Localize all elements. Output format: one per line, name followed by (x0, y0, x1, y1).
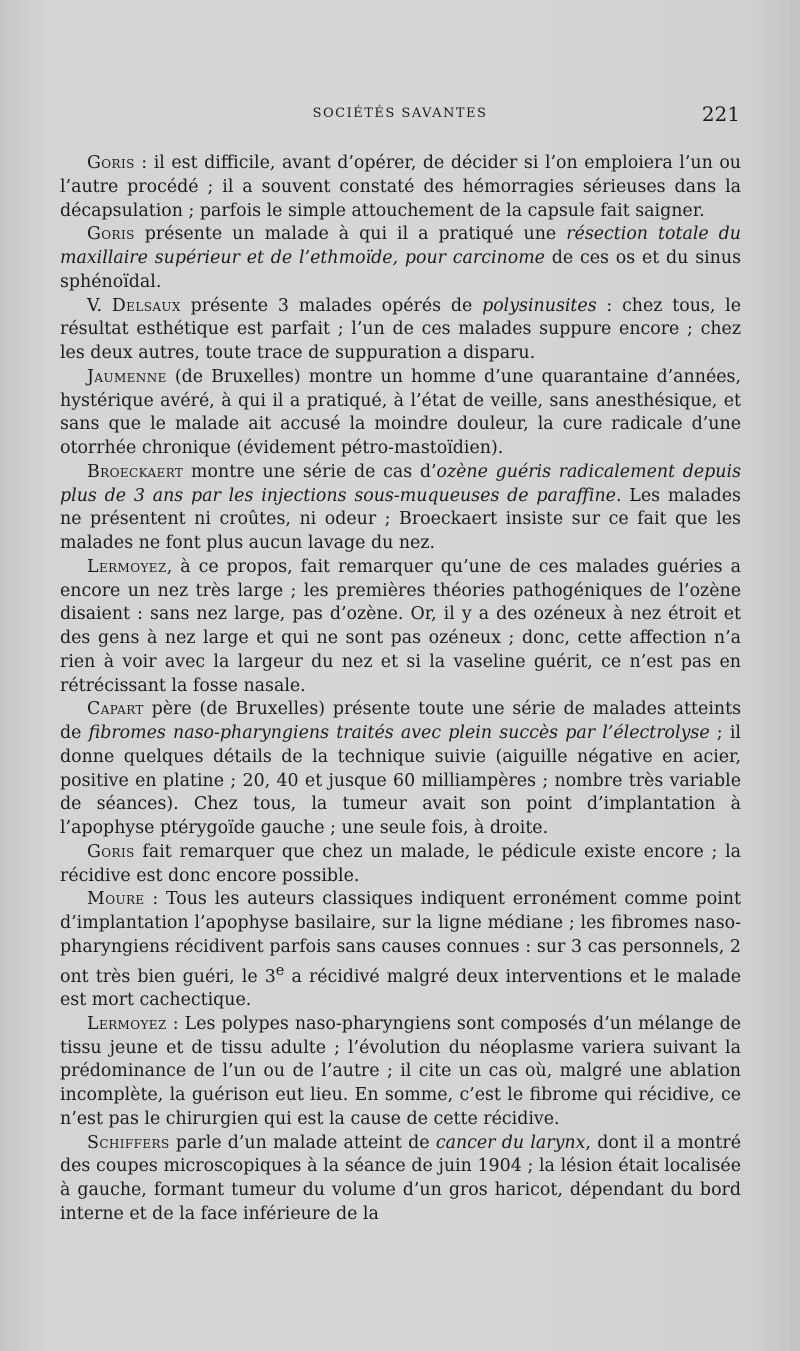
paragraph (60, 152, 741, 223)
text-run: Les malades ne présentent ni croûtes, ni odeur ; Broeckaert insiste sur ce fait que les malades ne font plus aucun lavage du nez. (60, 485, 741, 553)
speaker-name: Schiffers (87, 1132, 170, 1153)
speaker-name: Goris (87, 841, 135, 862)
italic-phrase: résection totale du maxillaire supérieur et de l’ethmoïde, pour carcinome (60, 224, 742, 268)
text-run: , dont il a montré des coupes microscopiques à la séance de juin 1904 ; la lésion était localisée à gauche, formant tumeur du volume d’un gros haricot, dépendant du bord interne et de la face inférieure de la (60, 1132, 741, 1224)
running-head: SOCIÉTÉS SAVANTES (312, 106, 488, 121)
page-number: 221 (701, 102, 740, 126)
text-run: : il est difficile, avant d’opérer, de décider si l’on emploiera l’un ou l’autre procédé ; il a souvent constaté des hémorragies sérieuses dans la décapsulation ; parfois le simple attouchement de la capsule fait saigner. (60, 153, 741, 221)
superscript: e (275, 962, 285, 979)
speaker-name: Goris (87, 224, 135, 245)
paragraph (60, 698, 741, 841)
italic-phrase: ozène guéris radicalement depuis plus de 3 ans par les injections sous-muqueuses de paraffine. (60, 461, 741, 506)
text-run: ; il donne quelques détails de la technique suivie (aiguille négative en acier, positive en platine ; 20, 40 et jusque 60 milliampères ; nombre très variable de séances). Chez tous, la tumeur avait son point d’implantation à l’apophyse ptérygoïde gauche ; une seule fois, à droite. (60, 723, 741, 838)
text-run: : Les polypes naso-pharyngiens sont composés d’un mélange de tissu jeune et de tissu adulte ; l’évolution du néoplasme variera suivant la prédominance de l’un ou de l’autre ; il cite un cas où, malgré une ablation incomplète, la guérison eut lieu. En somme, c’est le fibrome qui récidive, ce n’est pas le chirurgien qui est la cause de cette récidive. (60, 1013, 741, 1129)
paragraph (60, 223, 741, 294)
paragraph (60, 1013, 741, 1132)
speaker-name: Moure (87, 889, 145, 910)
speaker-name: Lermoyez (87, 1013, 167, 1034)
paragraph (60, 888, 741, 1013)
italic-phrase: cancer du larynx (435, 1132, 586, 1153)
article-body (60, 152, 741, 1227)
text-run: : Tous les auteurs classiques indiquent erronément comme point d’implantation l’apophyse basilaire, sur la ligne médiane ; les fibromes naso-pharyngiens récidivent parfois sans causes connues : sur 3 cas personnels, 2 ont très bien guéri, le 3 (60, 889, 741, 987)
text-run: présente 3 malades opérés de (180, 295, 483, 316)
text-run: présente un malade à qui il a pratiqué une (134, 224, 567, 245)
text-run: parle d’un malade atteint de (169, 1132, 436, 1153)
speaker-name: Jaumenne (87, 366, 167, 387)
text-run: , à ce propos, fait remarquer qu’une de ces malades guéries a encore un nez très large ; les premières théories pathogéniques de l’ozène disaient : sans nez large, pas d’ozène. Or, il y a des ozéneux à nez étroit et des gens à nez large et qui ne sont pas ozéneux ; donc, cette affection n’a rien à voir avec la largeur du nez et si la vaseline guérit, ce n’est pas en rétrécissant la fosse nasale. (60, 556, 741, 696)
text-run: père (de Bruxelles) présente toute une série de malades atteints de (60, 699, 741, 743)
speaker-name: Capart (87, 699, 144, 720)
paragraph (60, 366, 741, 461)
text-run: : chez tous, le résultat esthétique est parfait ; l’un de ces malades suppure encore ; chez les deux autres, toute trace de suppuration a disparu. (60, 295, 741, 363)
speaker-name: Lermoyez (87, 556, 167, 577)
speaker-name: Delsaux (111, 295, 181, 316)
paragraph (60, 841, 741, 889)
paragraph (60, 1132, 741, 1227)
italic-phrase: polysinusites (482, 295, 597, 316)
page-header (60, 104, 740, 128)
text-run: de ces os et du sinus sphénoïdal. (60, 248, 742, 292)
speaker-name: Goris (87, 153, 135, 173)
text-run: V. (87, 295, 112, 316)
text-run: (de Bruxelles) montre un homme d’une quarantaine d’années, hystérique avéré, à qui il a pratiqué, à l’état de veille, sans anesthésique, et sans que le malade ait accusé la moindre douleur, la cure radicale d’une otorrhée chronique (évidement pétro-mastoïdien). (60, 366, 741, 458)
paragraph (60, 295, 741, 366)
paragraph (60, 556, 741, 699)
text-run: a récidivé malgré deux interventions et le malade est mort cachectique. (60, 966, 741, 1011)
speaker-name: Broeckaert (87, 461, 184, 482)
text-run: montre une série de cas d’ (183, 461, 437, 482)
italic-phrase: fibromes naso-pharyngiens traités avec plein succès par l’électrolyse (88, 723, 710, 743)
text-run: fait remarquer que chez un malade, le pédicule existe encore ; la récidive est donc encore possible. (60, 841, 741, 886)
paragraph (60, 461, 741, 556)
